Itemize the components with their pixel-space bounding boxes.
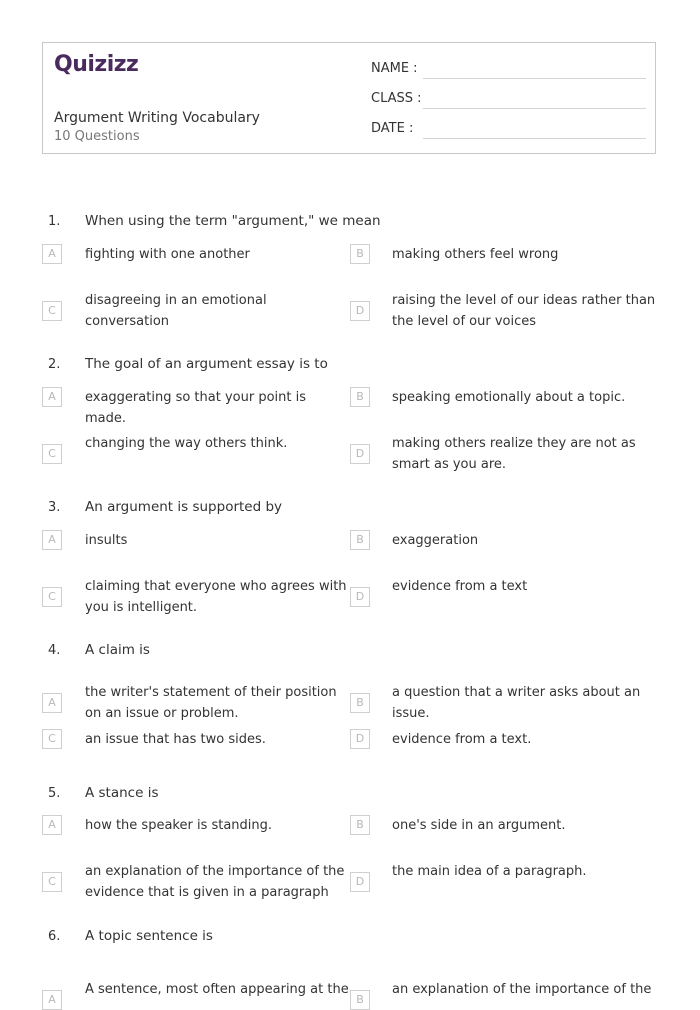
option-b-box: B: [350, 990, 370, 1010]
option-a-box: A: [42, 693, 62, 713]
option-d-text: the main idea of a paragraph.: [392, 864, 587, 879]
question-number: 1.: [48, 214, 61, 229]
option-a-text: how the speaker is standing.: [85, 817, 273, 833]
option-a-box: A: [42, 530, 62, 550]
question-number: 5.: [48, 786, 61, 801]
option-b-box: B: [350, 387, 370, 407]
question-number: 2.: [48, 357, 61, 372]
option-b-text: one's side in an argument.: [392, 817, 566, 833]
option-a-text: insults: [85, 532, 128, 548]
option-c-box: C: [42, 301, 62, 321]
option-b-text: speaking emotionally about a topic.: [392, 389, 626, 405]
option-d-box: D: [350, 729, 370, 749]
question-text: An argument is supported by: [85, 499, 283, 515]
option-a-box: A: [42, 387, 62, 407]
question-text: When using the term "argument," we mean: [85, 213, 381, 229]
option-b-text: exaggeration: [392, 532, 479, 548]
option-b-box: B: [350, 530, 370, 550]
option-b-text: a question that a writer asks about an issue.: [392, 685, 641, 721]
option-b-box: B: [350, 815, 370, 835]
option-c-text: disagreeing in an emotional conversation: [85, 293, 267, 329]
option-d-box: D: [350, 301, 370, 321]
option-d-box: D: [350, 587, 370, 607]
question-text: A claim is: [85, 642, 150, 658]
option-d-text: making others realize they are not as smart as you are.: [392, 436, 636, 472]
option-d-box: D: [350, 872, 370, 892]
option-a-text: the writer's statement of their position on an issue or problem.: [85, 685, 337, 721]
option-c-box: C: [42, 872, 62, 892]
option-c-text: claiming that everyone who agrees with you is intelligent.: [85, 579, 347, 615]
name-label: NAME :: [371, 61, 418, 76]
option-b-text: making others feel wrong: [392, 246, 559, 262]
option-c-text: an explanation of the importance of the evidence that is given in a paragraph: [85, 864, 345, 900]
option-a-text: exaggerating so that your point is made.: [85, 389, 306, 426]
worksheet-header: [42, 42, 656, 154]
option-d-box: D: [350, 444, 370, 464]
option-a-text: fighting with one another: [85, 246, 250, 262]
option-c-text: changing the way others think.: [85, 436, 288, 451]
option-d-text: evidence from a text.: [392, 731, 532, 747]
question-text: The goal of an argument essay is to: [85, 356, 328, 372]
question-count: 10 Questions: [54, 129, 140, 144]
question-number: 6.: [48, 929, 61, 944]
question-text: A stance is: [85, 785, 159, 801]
date-line: [423, 138, 646, 139]
quizizz-logo: Quizizz: [54, 52, 139, 77]
question-number: 3.: [48, 500, 61, 515]
class-label: CLASS :: [371, 91, 422, 106]
class-line: [423, 108, 646, 109]
option-a-box: A: [42, 990, 62, 1010]
option-d-text: raising the level of our ideas rather than the level of our voices: [392, 293, 656, 329]
question-text: A topic sentence is: [85, 928, 213, 944]
option-d-text: evidence from a text: [392, 579, 528, 594]
worksheet-title: Argument Writing Vocabulary: [54, 110, 260, 126]
option-a-box: A: [42, 244, 62, 264]
date-label: DATE :: [371, 121, 414, 136]
option-c-text: an issue that has two sides.: [85, 731, 266, 747]
option-b-text: an explanation of the importance of the: [392, 982, 652, 997]
name-line: [423, 78, 646, 79]
option-b-box: B: [350, 693, 370, 713]
option-c-box: C: [42, 444, 62, 464]
option-a-box: A: [42, 815, 62, 835]
option-c-box: C: [42, 587, 62, 607]
option-a-text: A sentence, most often appearing at the: [85, 982, 349, 997]
option-c-box: C: [42, 729, 62, 749]
option-b-box: B: [350, 244, 370, 264]
question-number: 4.: [48, 643, 61, 658]
